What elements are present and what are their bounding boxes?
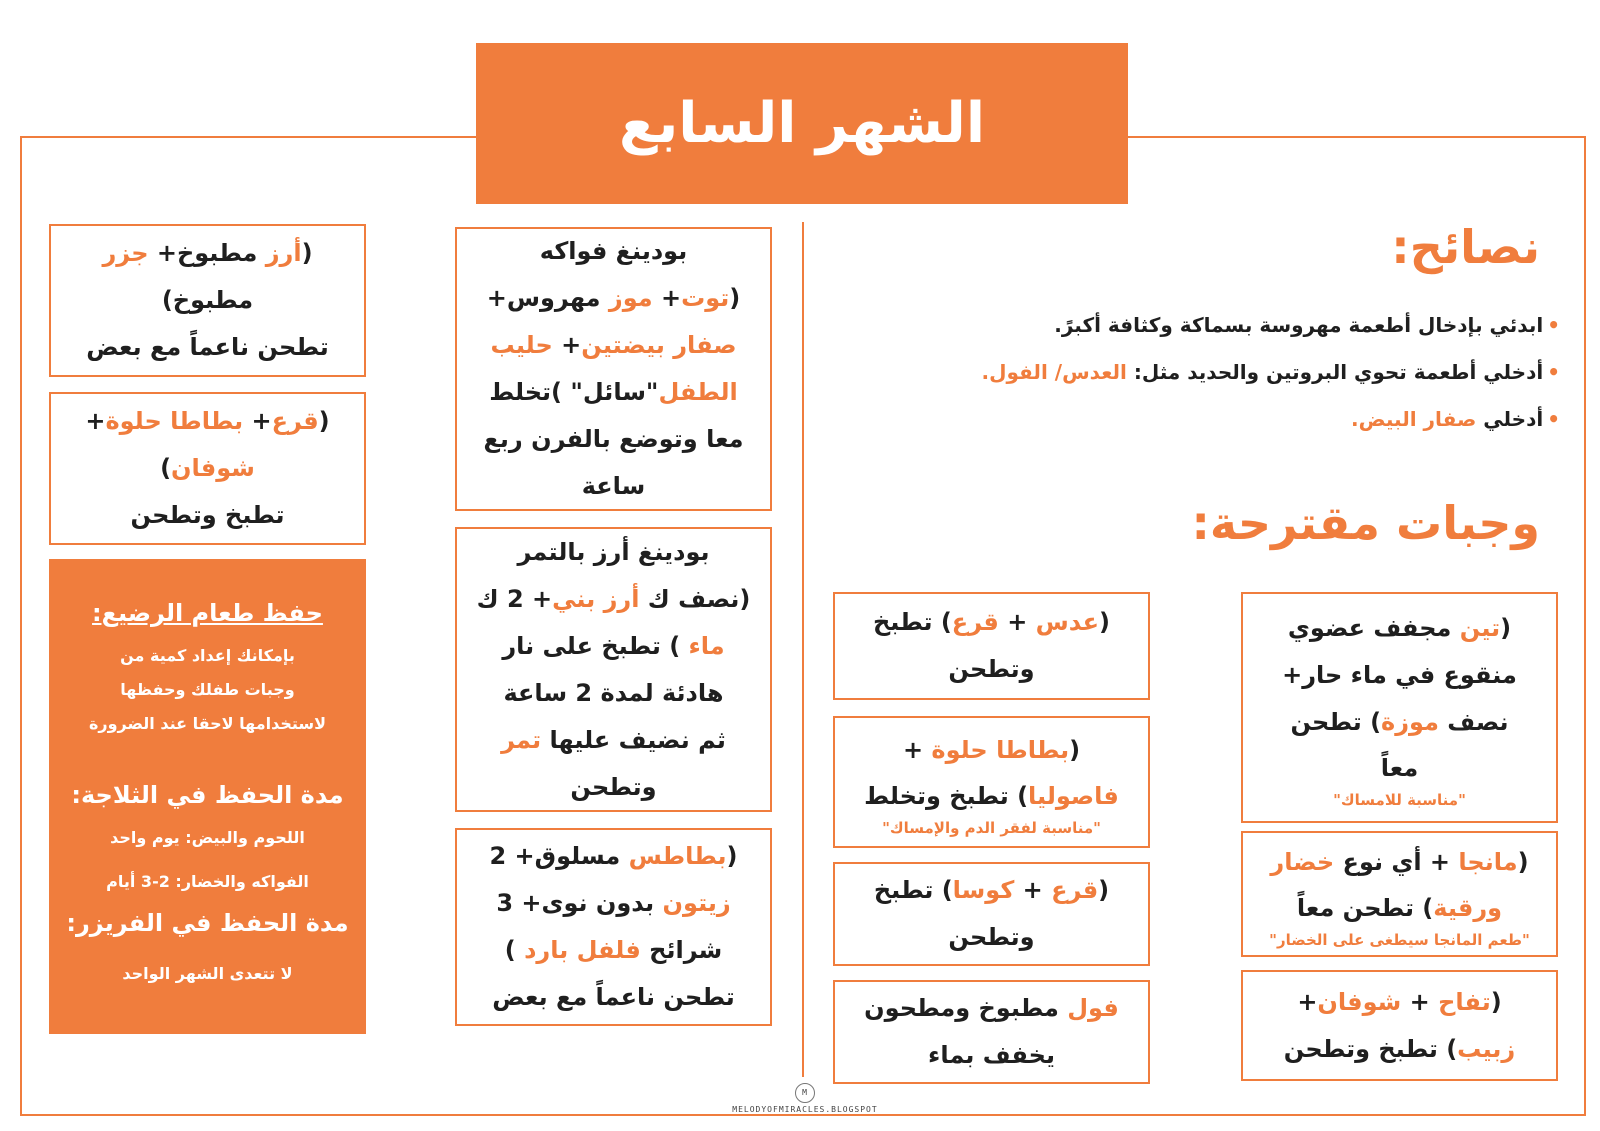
meal-card-squash: (قرع + كوسا) تطبخ وتطحن [833, 862, 1150, 966]
title-banner [476, 43, 1128, 204]
meal-card-pumpkin: (قرع+ بطاطا حلوة+ شوفان) تطبخ وتطحن [49, 392, 366, 545]
meal-card-fava: فول مطبوخ ومطحون يخفف بماء [833, 980, 1150, 1084]
bullet-icon: • [1547, 313, 1560, 337]
fridge-heading: مدة الحفظ في الثلاجة: [71, 781, 344, 809]
meal-card-rice-pudding: بودينغ أرز بالتمر (نصف ك أرز بني+ 2 ك ماء ) تطبخ على نار هادئة لمدة 2 ساعة ثم نضيف عليها تمر وتطحن [455, 527, 772, 812]
meal-card-lentil: (عدس + قرع) تطبخ وتطحن [833, 592, 1150, 700]
meal-card-rice-carrot: (أرز مطبوخ+ جزر مطبوخ) تطحن ناعماً مع بعض [49, 224, 366, 377]
watermark-text: MELODYOFMIRACLES.BLOGSPOT [732, 1105, 878, 1114]
tip-item: •ابدئي بإدخال أطعمة مهروسة بسماكة وكثافة أكبرً. [1054, 313, 1560, 337]
meal-card-mango: (مانجا + أي نوع خضار ورقية) تطحن معاً "طعم المانجا سيطغى على الخضار" [1241, 831, 1558, 957]
tips-list [660, 302, 1560, 443]
tips-heading: نصائح: [1391, 220, 1540, 274]
meals-heading: وجبات مقترحة: [1191, 496, 1540, 550]
meal-card-fig: (تين مجفف عضوي منقوع في ماء حار+ نصف موزة) تطحن معاً "مناسبة للامساك" [1241, 592, 1558, 823]
meal-card-fruit-pudding: بودينغ فواكه (توت+ موز مهروس+ صفار بيضتين+ حليب الطفل"سائل" )تخلط معا وتوضع بالفرن ربع ساعة [455, 227, 772, 511]
bullet-icon: • [1547, 360, 1560, 384]
bullet-icon: • [1547, 407, 1560, 431]
freezer-heading: مدة الحفظ في الفريزر: [66, 909, 349, 937]
meal-card-apple: (تفاح + شوفان+ زبيب) تطبخ وتطحن [1241, 970, 1558, 1081]
tip-item: •أدخلي أطعمة تحوي البروتين والحديد مثل: العدس/ الفول. [981, 360, 1560, 384]
page-title: الشهر السابع [618, 91, 986, 156]
tip-item: •أدخلي صفار البيض. [1351, 407, 1560, 431]
logo-icon: M [795, 1083, 815, 1103]
meal-card-potato-olive: (بطاطس مسلوق+ 2 زيتون بدون نوى+ 3 شرائح فلفل بارد ) تطحن ناعماً مع بعض [455, 828, 772, 1026]
storage-heading: حفظ طعام الرضيع: [92, 599, 323, 627]
storage-panel: حفظ طعام الرضيع: بإمكانك إعداد كمية من وجبات طفلك وحفظها لاستخدامها لاحقا عند الضرورة مدة الحفظ في الثلاجة: اللحوم والبيض: يوم واحد الفواكه والخضار: 2-3 أيام مدة الحفظ في الفريزر: لا تتعدى الشهر الواحد [49, 559, 366, 1034]
meal-card-sweet-potato: (بطاطا حلوة + فاصوليا) تطبخ وتخلط "مناسبة لفقر الدم والإمساك" [833, 716, 1150, 848]
watermark [720, 1083, 890, 1114]
